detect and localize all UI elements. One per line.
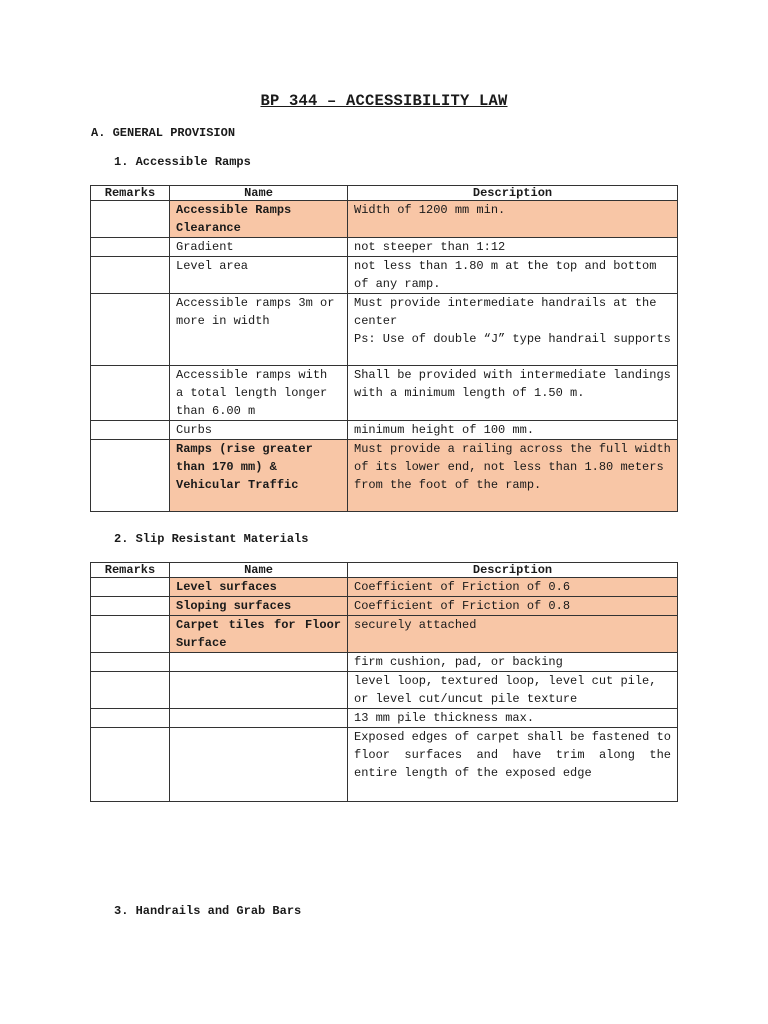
table-row — [91, 653, 678, 672]
table-row — [91, 201, 678, 238]
table-row — [91, 597, 678, 616]
name-cell: Level area — [170, 257, 348, 294]
table-row — [91, 440, 678, 512]
remarks-cell — [91, 366, 170, 421]
remarks-cell — [91, 201, 170, 238]
description-cell: Coefficient of Friction of 0.6 — [348, 578, 678, 597]
description-cell: Shall be provided with intermediate landings with a minimum length of 1.50 m. — [348, 366, 678, 421]
remarks-header: Remarks — [91, 186, 170, 201]
description-cell: not less than 1.80 m at the top and bottom of any ramp. — [348, 257, 678, 294]
name-cell — [170, 672, 348, 709]
table-row — [91, 728, 678, 802]
name-cell — [170, 728, 348, 802]
remarks-cell — [91, 294, 170, 366]
subsection-heading-handrails: 3. Handrails and Grab Bars — [114, 904, 302, 918]
name-cell: Carpet tiles for Floor Surface — [170, 616, 348, 653]
table-row — [91, 709, 678, 728]
table-row — [91, 672, 678, 709]
table-row — [91, 578, 678, 597]
description-cell: Width of 1200 mm min. — [348, 201, 678, 238]
remarks-cell — [91, 672, 170, 709]
table-row — [91, 421, 678, 440]
description-cell: securely attached — [348, 616, 678, 653]
description-cell: 13 mm pile thickness max. — [348, 709, 678, 728]
remarks-header: Remarks — [91, 563, 170, 578]
description-cell: level loop, textured loop, level cut pile, or level cut/uncut pile texture — [348, 672, 678, 709]
name-cell: Accessible ramps 3m or more in width — [170, 294, 348, 366]
remarks-cell — [91, 257, 170, 294]
remarks-cell — [91, 238, 170, 257]
remarks-cell — [91, 440, 170, 512]
section-heading: A. GENERAL PROVISION — [91, 126, 236, 140]
name-cell: Gradient — [170, 238, 348, 257]
description-cell: not steeper than 1:12 — [348, 238, 678, 257]
table-row — [91, 257, 678, 294]
name-cell: Level surfaces — [170, 578, 348, 597]
name-cell: Accessible Ramps Clearance — [170, 201, 348, 238]
table-row — [91, 366, 678, 421]
table-header-row — [91, 186, 678, 201]
name-cell: Sloping surfaces — [170, 597, 348, 616]
remarks-cell — [91, 597, 170, 616]
remarks-cell — [91, 709, 170, 728]
name-cell: Accessible ramps with a total length longer than 6.00 m — [170, 366, 348, 421]
table-row — [91, 616, 678, 653]
description-cell: Must provide a railing across the full width of its lower end, not less than 1.80 meters from the foot of the ramp. — [348, 440, 678, 512]
description-cell: Exposed edges of carpet shall be fastened to floor surfaces and have trim along the entire length of the exposed edge — [348, 728, 678, 802]
name-header: Name — [170, 186, 348, 201]
remarks-cell — [91, 728, 170, 802]
description-cell: Coefficient of Friction of 0.8 — [348, 597, 678, 616]
name-cell — [170, 709, 348, 728]
name-header: Name — [170, 563, 348, 578]
table-row — [91, 238, 678, 257]
table-header-row — [91, 563, 678, 578]
name-cell: Curbs — [170, 421, 348, 440]
document-title: BP 344 – ACCESSIBILITY LAW — [260, 92, 508, 110]
description-cell: Must provide intermediate handrails at the center Ps: Use of double “J” type handrail supports — [348, 294, 678, 366]
remarks-cell — [91, 616, 170, 653]
remarks-cell — [91, 421, 170, 440]
remarks-cell — [91, 653, 170, 672]
remarks-cell — [91, 578, 170, 597]
slip-resistant-materials-table — [90, 562, 678, 802]
description-cell: minimum height of 100 mm. — [348, 421, 678, 440]
subsection-heading-ramps: 1. Accessible Ramps — [114, 155, 251, 169]
description-header: Description — [348, 186, 678, 201]
name-cell — [170, 653, 348, 672]
name-cell: Ramps (rise greater than 170 mm) & Vehicular Traffic — [170, 440, 348, 512]
accessible-ramps-table — [90, 185, 678, 512]
description-header: Description — [348, 563, 678, 578]
description-cell: firm cushion, pad, or backing — [348, 653, 678, 672]
subsection-heading-slip-resistant: 2. Slip Resistant Materials — [114, 532, 309, 546]
table-row — [91, 294, 678, 366]
